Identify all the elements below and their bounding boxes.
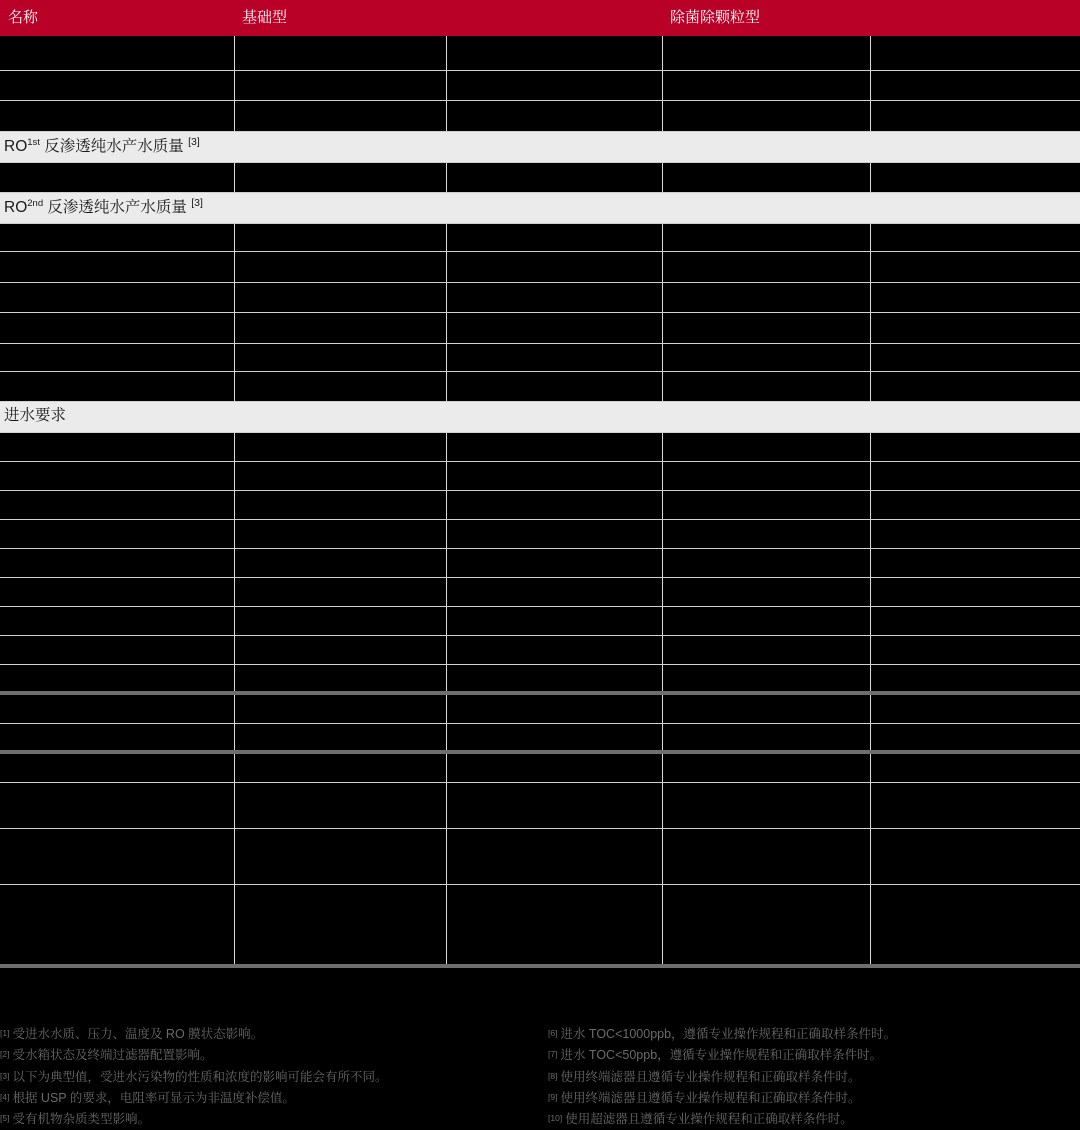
row-value-cell <box>662 519 870 548</box>
footnote-item <box>548 1088 1080 1109</box>
footnote-text: 受水箱状态及终端过滤器配置影响。 <box>12 1048 213 1063</box>
section-header-row-feedwater <box>0 401 1080 432</box>
footnotes-area <box>0 1024 1080 1130</box>
row-value-cell <box>446 223 662 251</box>
row-label-cell <box>0 312 234 343</box>
row-value-cell <box>446 664 662 693</box>
row-value-cell <box>870 282 1080 312</box>
footnote-marker: [3] <box>0 1070 10 1081</box>
row-value-cell <box>870 752 1080 782</box>
footnote-text: 以下为典型值，受进水污染物的性质和浓度的影响可能会有所不同。 <box>12 1069 388 1084</box>
row-value-cell <box>662 371 870 401</box>
row-value-cell <box>234 752 446 782</box>
table-row <box>0 70 1080 100</box>
footnote-item <box>548 1024 1080 1045</box>
row-label-cell <box>0 828 234 884</box>
row-value-cell <box>870 884 1080 966</box>
row-value-cell <box>446 162 662 192</box>
row-label-cell <box>0 577 234 606</box>
row-value-cell <box>234 162 446 192</box>
row-value-cell <box>870 162 1080 192</box>
footnote-marker: [6] <box>548 1028 558 1038</box>
row-value-cell <box>662 548 870 577</box>
row-value-cell <box>234 223 446 251</box>
footnote-marker: [10] <box>548 1113 563 1124</box>
row-value-cell <box>662 223 870 251</box>
section-title-feedwater: 进水要求 <box>0 401 1080 432</box>
row-value-cell <box>870 548 1080 577</box>
row-value-cell <box>662 251 870 282</box>
row-value-cell <box>662 70 870 100</box>
row-label-cell <box>0 162 234 192</box>
table-row <box>0 100 1080 131</box>
section-header-row-ro2nd <box>0 192 1080 223</box>
row-value-cell <box>662 884 870 966</box>
row-value-cell <box>870 343 1080 371</box>
row-label-cell <box>0 606 234 635</box>
footnote-marker: [8] <box>548 1070 558 1081</box>
row-value-cell <box>662 36 870 70</box>
table-row <box>0 606 1080 635</box>
row-value-cell <box>870 490 1080 519</box>
row-value-cell <box>870 577 1080 606</box>
row-value-cell <box>446 371 662 401</box>
row-label-cell <box>0 782 234 828</box>
row-value-cell <box>870 461 1080 490</box>
footnote-item <box>0 1088 540 1109</box>
table-row <box>0 490 1080 519</box>
footnote-item <box>0 1067 540 1088</box>
row-value-cell <box>662 100 870 131</box>
row-value-cell <box>870 828 1080 884</box>
column-header-basic: 基础型 <box>242 8 288 26</box>
row-value-cell <box>446 251 662 282</box>
row-value-cell <box>446 723 662 752</box>
section-title-ro2nd: $RO^{2nd}$ 反渗透纯水产水质量 [3] <box>0 192 1080 223</box>
row-value-cell <box>234 312 446 343</box>
table-row <box>0 782 1080 828</box>
footnote-item <box>548 1045 1080 1066</box>
row-value-cell <box>870 723 1080 752</box>
row-value-cell <box>446 519 662 548</box>
row-value-cell <box>234 371 446 401</box>
row-label-cell <box>0 635 234 664</box>
row-value-cell <box>662 752 870 782</box>
row-value-cell <box>870 606 1080 635</box>
column-header-sterile: 除菌除颗粒型 <box>670 8 761 26</box>
row-value-cell <box>446 752 662 782</box>
column-header-blank-1 <box>446 0 662 36</box>
footnote-item <box>0 1109 540 1130</box>
table-row <box>0 577 1080 606</box>
footnote-text: 使用终端滤器且遵循专业操作规程和正确取样条件时。 <box>560 1090 861 1105</box>
row-value-cell <box>870 635 1080 664</box>
row-label-cell <box>0 723 234 752</box>
table-row <box>0 548 1080 577</box>
row-value-cell <box>662 693 870 723</box>
section-title-superscript: 2nd <box>27 197 44 209</box>
section-header-row-ro1st <box>0 131 1080 162</box>
table-row <box>0 693 1080 723</box>
row-value-cell <box>870 432 1080 461</box>
row-value-cell <box>662 723 870 752</box>
row-value-cell <box>870 70 1080 100</box>
column-header-blank-2 <box>870 0 1080 36</box>
table-row <box>0 251 1080 282</box>
row-value-cell <box>446 693 662 723</box>
row-value-cell <box>870 251 1080 282</box>
row-value-cell <box>662 461 870 490</box>
footnote-item <box>0 1045 540 1066</box>
table-header-row <box>0 0 1080 36</box>
footnote-text: 使用终端滤器且遵循专业操作规程和正确取样条件时。 <box>560 1069 861 1084</box>
row-label-cell <box>0 461 234 490</box>
row-value-cell <box>234 100 446 131</box>
row-value-cell <box>234 577 446 606</box>
row-label-cell <box>0 693 234 723</box>
section-title-footnote-ref: [3] <box>191 196 203 209</box>
table-row <box>0 461 1080 490</box>
table-row <box>0 223 1080 251</box>
footnote-item <box>0 1024 540 1045</box>
footnote-item <box>548 1067 1080 1088</box>
footnote-marker: [4] <box>0 1091 10 1102</box>
row-label-cell <box>0 884 234 966</box>
row-label-cell <box>0 36 234 70</box>
footnote-item <box>548 1109 1080 1130</box>
row-value-cell <box>870 223 1080 251</box>
row-label-cell <box>0 432 234 461</box>
row-label-cell <box>0 343 234 371</box>
row-value-cell <box>446 548 662 577</box>
row-label-cell <box>0 490 234 519</box>
row-value-cell <box>870 36 1080 70</box>
row-value-cell <box>234 36 446 70</box>
row-value-cell <box>662 282 870 312</box>
row-value-cell <box>446 461 662 490</box>
row-value-cell <box>234 432 446 461</box>
row-value-cell <box>234 828 446 884</box>
row-value-cell <box>234 884 446 966</box>
row-value-cell <box>870 371 1080 401</box>
row-value-cell <box>446 782 662 828</box>
row-value-cell <box>662 664 870 693</box>
table-row <box>0 723 1080 752</box>
table-header <box>0 0 1080 36</box>
row-value-cell <box>234 606 446 635</box>
row-value-cell <box>234 282 446 312</box>
row-value-cell <box>446 282 662 312</box>
column-header-name: 名称 <box>8 8 39 26</box>
row-value-cell <box>870 693 1080 723</box>
row-value-cell <box>662 577 870 606</box>
row-label-cell <box>0 371 234 401</box>
row-label-cell <box>0 223 234 251</box>
row-value-cell <box>662 606 870 635</box>
table-row <box>0 162 1080 192</box>
row-value-cell <box>446 432 662 461</box>
row-value-cell <box>446 606 662 635</box>
row-value-cell <box>662 343 870 371</box>
footnote-marker: [1] <box>0 1028 10 1038</box>
row-value-cell <box>870 664 1080 693</box>
row-value-cell <box>446 635 662 664</box>
footnote-text: 受有机物杂质类型影响。 <box>12 1112 150 1127</box>
row-label-cell <box>0 251 234 282</box>
row-value-cell <box>234 519 446 548</box>
row-value-cell <box>446 312 662 343</box>
footnotes-column-right <box>540 1024 1080 1130</box>
table-body <box>0 36 1080 966</box>
row-label-cell <box>0 282 234 312</box>
footnotes-column-left <box>0 1024 540 1130</box>
row-value-cell <box>446 100 662 131</box>
footnote-text: 进水 TOC<1000ppb，遵循专业操作规程和正确取样条件时。 <box>560 1027 897 1041</box>
row-value-cell <box>446 343 662 371</box>
row-value-cell <box>662 828 870 884</box>
table-row <box>0 36 1080 70</box>
row-value-cell <box>446 884 662 966</box>
row-value-cell <box>446 490 662 519</box>
row-value-cell <box>446 70 662 100</box>
footnote-marker: [5] <box>0 1113 10 1124</box>
table-row <box>0 752 1080 782</box>
row-value-cell <box>662 432 870 461</box>
table-row <box>0 282 1080 312</box>
row-value-cell <box>234 490 446 519</box>
footnote-marker: [9] <box>548 1091 558 1102</box>
row-value-cell <box>234 723 446 752</box>
footnote-text: 根据 USP 的要求，电阻率可显示为非温度补偿值。 <box>12 1090 295 1105</box>
footnote-marker: [2] <box>0 1049 10 1060</box>
row-label-cell <box>0 548 234 577</box>
row-value-cell <box>234 782 446 828</box>
table-row <box>0 432 1080 461</box>
row-value-cell <box>446 36 662 70</box>
table-row <box>0 371 1080 401</box>
row-value-cell <box>446 828 662 884</box>
row-value-cell <box>234 343 446 371</box>
row-value-cell <box>662 162 870 192</box>
table-row <box>0 312 1080 343</box>
row-value-cell <box>234 664 446 693</box>
table-row <box>0 635 1080 664</box>
row-value-cell <box>234 693 446 723</box>
row-value-cell <box>234 70 446 100</box>
section-title-footnote-ref: [3] <box>188 135 200 148</box>
footnote-text: 受进水水质、压力、温度及 RO 膜状态影响。 <box>12 1027 264 1041</box>
row-label-cell <box>0 752 234 782</box>
row-value-cell <box>234 635 446 664</box>
row-value-cell <box>662 490 870 519</box>
row-value-cell <box>234 251 446 282</box>
footnote-marker: [7] <box>548 1049 558 1060</box>
footnote-text: 使用超滤器且遵循专业操作规程和正确取样条件时。 <box>565 1112 853 1127</box>
table-row <box>0 664 1080 693</box>
row-value-cell <box>662 635 870 664</box>
row-value-cell <box>662 312 870 343</box>
table-row <box>0 884 1080 966</box>
row-value-cell <box>234 461 446 490</box>
row-value-cell <box>234 548 446 577</box>
row-label-cell <box>0 664 234 693</box>
row-label-cell <box>0 100 234 131</box>
section-title-superscript: 1st <box>27 136 40 148</box>
row-label-cell <box>0 519 234 548</box>
table-row <box>0 828 1080 884</box>
row-value-cell <box>870 782 1080 828</box>
row-value-cell <box>870 312 1080 343</box>
row-value-cell <box>446 577 662 606</box>
section-title-ro1st: $RO^{1st}$ 反渗透纯水产水质量 [3] <box>0 131 1080 162</box>
row-value-cell <box>870 100 1080 131</box>
table-row <box>0 343 1080 371</box>
footnote-text: 进水 TOC<50ppb，遵循专业操作规程和正确取样条件时。 <box>560 1048 883 1063</box>
row-label-cell <box>0 70 234 100</box>
table-row <box>0 519 1080 548</box>
row-value-cell <box>662 782 870 828</box>
row-value-cell <box>870 519 1080 548</box>
